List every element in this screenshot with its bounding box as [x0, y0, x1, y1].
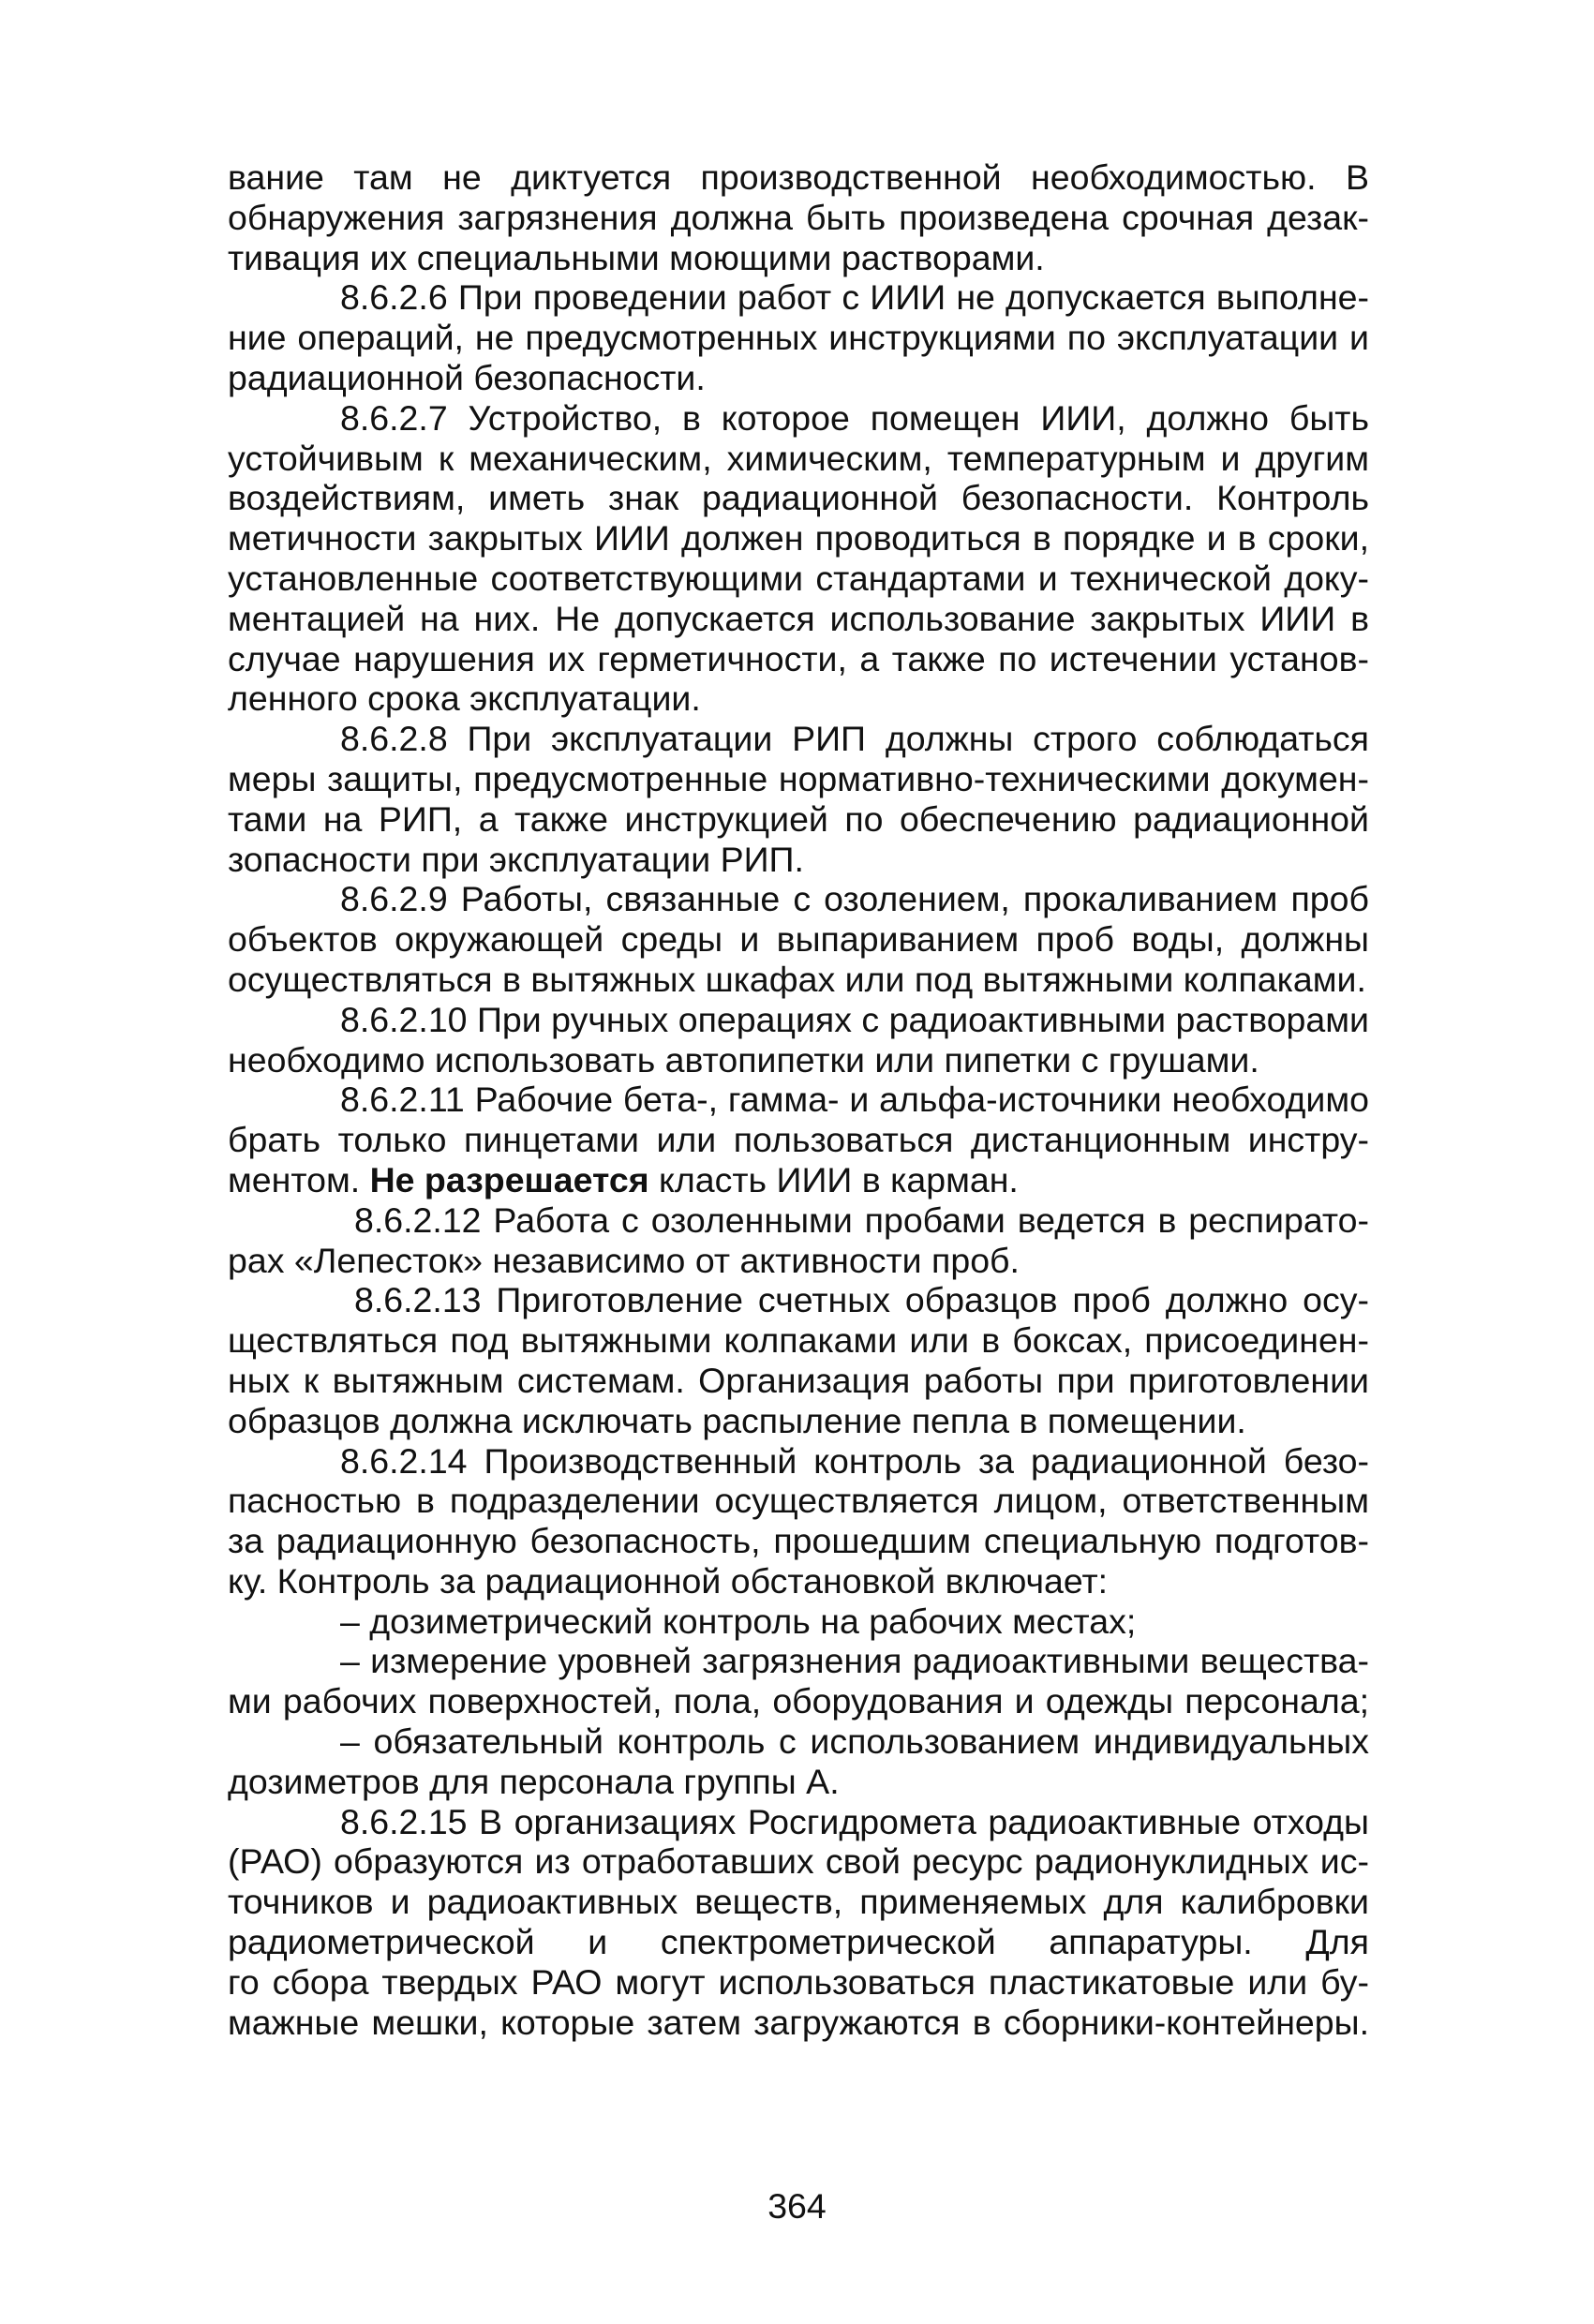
text-line: объектов окружающей среды и выпариванием проб воды, должны	[228, 919, 1369, 960]
text-line: осуществляться в вытяжных шкафах или под вытяжными колпаками.	[228, 959, 1366, 999]
paragraph-start-8-6-2-10: 8.6.2.10 При ручных операциях с радиоактивными растворами	[340, 999, 1369, 1039]
text-line: (РАО) образуются из отработавших свой ресурс радионуклидных ис-	[228, 1841, 1369, 1882]
text-line: случае нарушения их герметичности, а также по истечении установ-	[228, 638, 1369, 678]
paragraph-start-8-6-2-9: 8.6.2.9 Работы, связанные с озолением, прокаливанием проб	[340, 879, 1369, 919]
page-number: 364	[767, 2186, 827, 2226]
text-line: ленного срока эксплуатации.	[228, 678, 701, 719]
text-line: за радиационную безопасность, прошедшим специальную подготов-	[228, 1521, 1369, 1561]
paragraph-start-8-6-2-15: 8.6.2.15 В организациях Росгидромета радиоактивные отходы	[340, 1801, 1369, 1841]
text-line-with-bold	[228, 1160, 1369, 1200]
text-line: образцов должна исключать распыление пепла в помещении.	[228, 1400, 1246, 1440]
text-line: ных к вытяжным системам. Организация работы при приготовлении	[228, 1360, 1369, 1400]
text-line: ми рабочих поверхностей, пола, оборудования и одежды персонала;	[228, 1681, 1369, 1721]
text-line: метичности закрытых ИИИ должен проводиться в порядке и в сроки,	[228, 518, 1369, 559]
text-line: пасностью в подразделении осуществляется лицом, ответственным	[228, 1481, 1369, 1521]
text-line: ментацией на них. Не допускается использование закрытых ИИИ в	[228, 598, 1369, 638]
paragraph-start-8-6-2-8: 8.6.2.8 При эксплуатации РИП должны строго соблюдаться	[340, 719, 1369, 759]
text-line: вание там не диктуется производственной необходимостью. В	[228, 157, 1369, 197]
text-line: мажные мешки, которые затем загружаются в сборники-контейнеры.	[228, 2002, 1369, 2042]
text-line: брать только пинцетами или пользоваться дистанционным инстру-	[228, 1120, 1369, 1160]
paragraph-start-8-6-2-7: 8.6.2.7 Устройство, в которое помещен ИИИ, должно быть	[340, 397, 1369, 438]
text-line: воздействиям, иметь знак радиационной безопасности. Контроль	[228, 478, 1369, 518]
paragraph-start-8-6-2-11: 8.6.2.11 Рабочие бета-, гамма- и альфа-источники необходимо	[340, 1080, 1369, 1120]
text-line: зопасности при эксплуатации РИП.	[228, 839, 804, 879]
text-line: необходимо использовать автопипетки или пипетки с грушами.	[228, 1039, 1259, 1080]
text-line: ку. Контроль за радиационной обстановкой включает:	[228, 1560, 1109, 1601]
paragraph-start-8-6-2-12: 8.6.2.12 Работа с озоленными пробами ведется в респирато-	[354, 1199, 1369, 1240]
list-item: – дозиметрический контроль на рабочих местах;	[340, 1601, 1137, 1641]
text-line: тивация их специальными моющими растворами.	[228, 237, 1045, 277]
list-item: – измерение уровней загрязнения радиоактивными вещества-	[340, 1641, 1369, 1681]
page-body	[228, 157, 1369, 2042]
text-line: радиометрической и спектрометрической аппаратуры. Для	[228, 1922, 1369, 1962]
text-line: точников и радиоактивных веществ, применяемых для калибровки	[228, 1882, 1369, 1922]
text-line: тами на РИП, а также инструкцией по обеспечению радиационной	[228, 798, 1369, 839]
text-line: меры защиты, предусмотренные нормативно-техническими докумен-	[228, 758, 1369, 798]
text-line: устойчивым к механическим, химическим, температурным и другим	[228, 438, 1369, 478]
text-line: обнаружения загрязнения должна быть произведена срочная дезак-	[228, 197, 1369, 237]
text-line: ние операций, не предусмотренных инструкциями по эксплуатации и	[228, 318, 1369, 358]
paragraph-start-8-6-2-13: 8.6.2.13 Приготовление счетных образцов проб должно осу-	[354, 1280, 1369, 1320]
paragraph-start-8-6-2-6: 8.6.2.6 При проведении работ с ИИИ не допускается выполне-	[340, 277, 1369, 318]
text-fragment: ментом.	[228, 1159, 370, 1199]
text-line: радиационной безопасности.	[228, 357, 706, 397]
text-line: дозиметров для персонала группы А.	[228, 1761, 840, 1801]
paragraph-start-8-6-2-14: 8.6.2.14 Производственный контроль за радиационной безо-	[340, 1440, 1369, 1481]
text-line: рах «Лепесток» независимо от активности проб.	[228, 1240, 1020, 1280]
text-line: го сбора твердых РАО могут использоваться пластикатовые или бу-	[228, 1961, 1369, 2002]
bold-emphasis: Не разрешается	[369, 1159, 649, 1199]
text-fragment: класть ИИИ в карман.	[648, 1159, 1019, 1199]
text-line: ществляться под вытяжными колпаками или в боксах, присоединен-	[228, 1320, 1369, 1361]
text-line: установленные соответствующими стандартами и технической доку-	[228, 558, 1369, 598]
list-item: – обязательный контроль с использованием индивидуальных	[340, 1721, 1369, 1762]
